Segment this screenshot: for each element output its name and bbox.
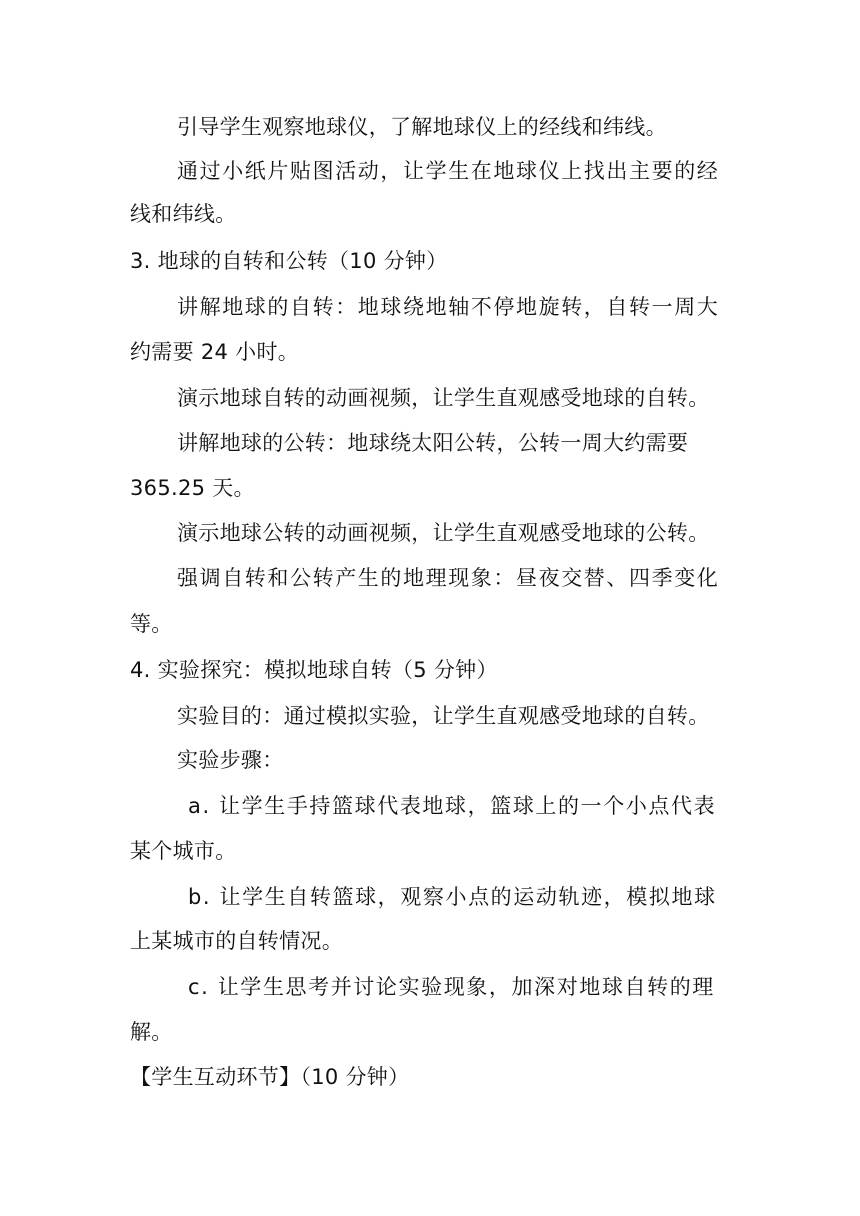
section-heading: 4. 实验探究：模拟地球自转（5 分钟） [130,658,498,682]
paragraph-line: 等。 [130,612,173,636]
step-line: a. 让学生手持篮球代表地球，篮球上的一个小点代表 [188,794,717,818]
paragraph-line: 讲解地球的公转：地球绕太阳公转，公转一周大约需要 [177,431,689,455]
step-line: b. 让学生自转篮球，观察小点的运动轨迹，模拟地球 [188,885,717,909]
paragraph-line: 演示地球自转的动画视频，让学生直观感受地球的自转。 [177,386,710,410]
step-line: 解。 [130,1020,173,1044]
paragraph-line: 强调自转和公转产生的地理现象：昼夜交替、四季变化 [177,566,720,590]
paragraph-line: 365.25 天。 [130,476,255,500]
paragraph-line: 约需要 24 小时。 [130,340,300,364]
paragraph-line: 讲解地球的自转：地球绕地轴不停地旋转，自转一周大 [177,295,720,319]
paragraph-line: 引导学生观察地球仪，了解地球仪上的经线和纬线。 [177,115,667,139]
step-line: c. 让学生思考并讨论实验现象，加深对地球自转的理 [188,975,715,999]
paragraph-line: 演示地球公转的动画视频，让学生直观感受地球的公转。 [177,521,710,545]
paragraph-line: 通过小纸片贴图活动，让学生在地球仪上找出主要的经 [177,159,720,183]
section-heading: 【学生互动环节】（10 分钟） [130,1065,410,1089]
paragraph-line: 实验步骤： [177,748,284,772]
paragraph-line: 实验目的：通过模拟实验，让学生直观感受地球的自转。 [177,704,710,728]
section-heading: 3. 地球的自转和公转（10 分钟） [130,249,448,273]
step-line: 某个城市。 [130,839,237,863]
step-line: 上某城市的自转情况。 [130,929,343,953]
paragraph-line: 线和纬线。 [130,202,237,226]
